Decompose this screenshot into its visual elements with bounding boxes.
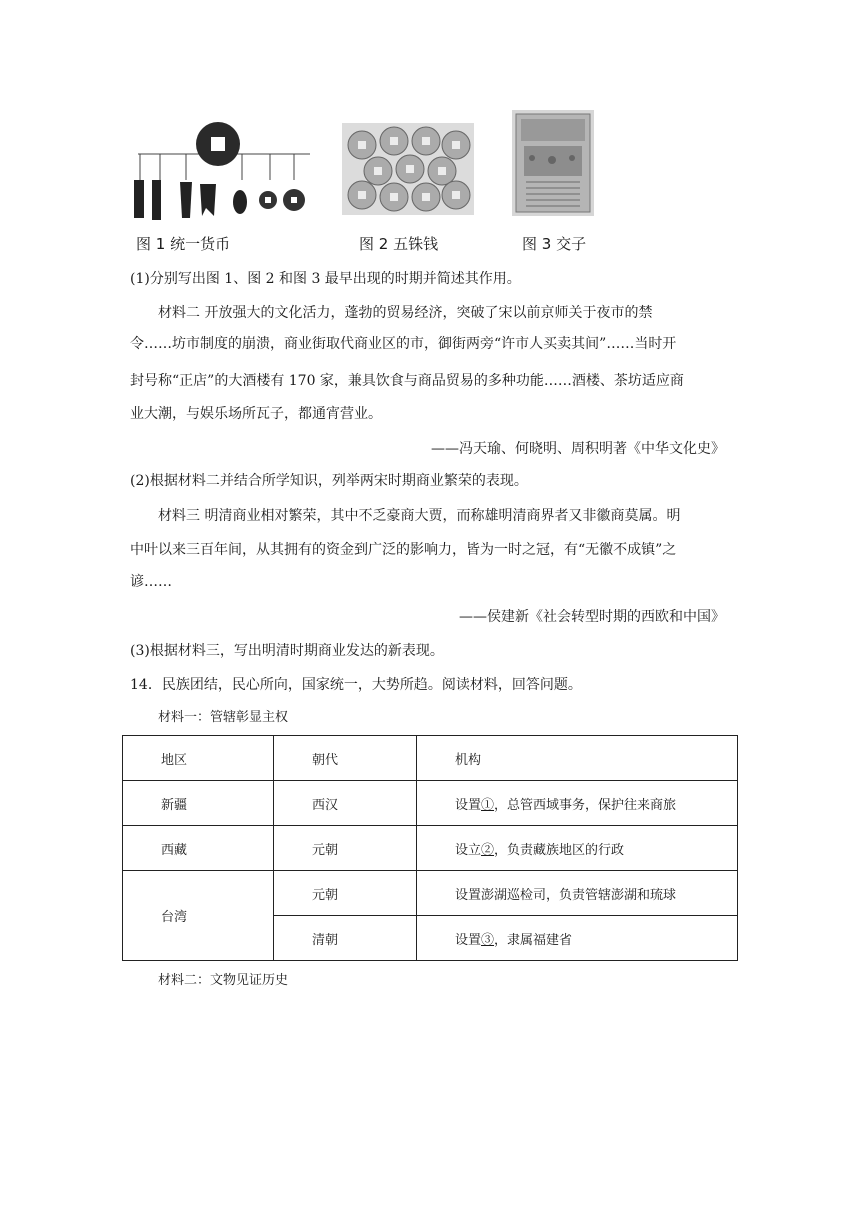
cell-region: 西藏 (123, 826, 274, 871)
question-3: (3)根据材料三，写出明清时期商业发达的新表现。 (130, 643, 444, 659)
question-1: (1)分别写出图 1、图 2 和图 3 最早出现的时期并简述其作用。 (130, 271, 521, 287)
header-institution: 机构 (417, 736, 738, 781)
table-title: 材料一：管辖彰显主权 (158, 710, 289, 725)
wuzhu-coins-image (342, 123, 474, 215)
material2-line1: 材料二 开放强大的文化活力，蓬勃的贸易经济，突破了宋以前京师关于夜市的禁 (158, 305, 653, 321)
cell-institution: 设立②，负责藏族地区的行政 (417, 826, 738, 871)
table-row (123, 781, 738, 826)
figure3-caption: 图 3 交子 (522, 235, 587, 253)
cell-dynasty: 元朝 (274, 871, 417, 916)
question-2: (2)根据材料二并结合所学知识，列举两宋时期商业繁荣的表现。 (130, 473, 528, 489)
jurisdiction-table (122, 735, 738, 961)
material3-line3: 谚…… (130, 574, 172, 590)
material3-line1: 材料三 明清商业相对繁荣，其中不乏豪商大贾，而称雄明清商界者又非徽商莫属。明 (158, 508, 681, 524)
table-row (123, 871, 738, 916)
material2-line2: 令……坊市制度的崩溃，商业街取代商业区的市，御街两旁“许市人买卖其间”……当时开 (130, 336, 677, 352)
cell-dynasty: 清朝 (274, 916, 417, 961)
cell-institution: 设置澎湖巡检司，负责管辖澎湖和琉球 (417, 871, 738, 916)
figure1-caption: 图 1 统一货币 (136, 235, 231, 253)
table-row (123, 826, 738, 871)
cell-dynasty: 西汉 (274, 781, 417, 826)
jiaozi-banknote-image (512, 110, 594, 216)
material2-line3: 封号称“正店”的大酒楼有 170 家，兼具饮食与商品贸易的多种功能……酒楼、茶坊适应商 (130, 373, 684, 389)
material2-line4: 业大潮，与娱乐场所瓦子，都通宵营业。 (130, 406, 382, 422)
header-region: 地区 (123, 736, 274, 781)
unified-currency-image (130, 118, 320, 228)
table-header-row (123, 736, 738, 781)
blank-mark-2: ② (481, 842, 495, 858)
cell-institution: 设置①，总管西域事务，保护往来商旅 (417, 781, 738, 826)
blank-mark-3: ③ (481, 932, 495, 948)
blank-mark-1: ① (481, 797, 495, 813)
cell-region: 新疆 (123, 781, 274, 826)
material3-line2: 中叶以来三百年间，从其拥有的资金到广泛的影响力，皆为一时之冠，有“无徽不成镇”之 (130, 542, 677, 558)
material2-source: ——冯天瑜、何晓明、周积明著《中华文化史》 (431, 441, 725, 457)
header-dynasty: 朝代 (274, 736, 417, 781)
material2-artifacts-title: 材料二：文物见证历史 (158, 973, 289, 988)
cell-dynasty: 元朝 (274, 826, 417, 871)
material3-source: ——侯建新《社会转型时期的西欧和中国》 (459, 609, 725, 625)
cell-institution: 设置③，隶属福建省 (417, 916, 738, 961)
question-14: 14．民族团结，民心所向，国家统一，大势所趋。阅读材料，回答问题。 (130, 677, 582, 693)
cell-region: 台湾 (123, 871, 274, 961)
figure2-caption: 图 2 五铢钱 (359, 235, 439, 253)
